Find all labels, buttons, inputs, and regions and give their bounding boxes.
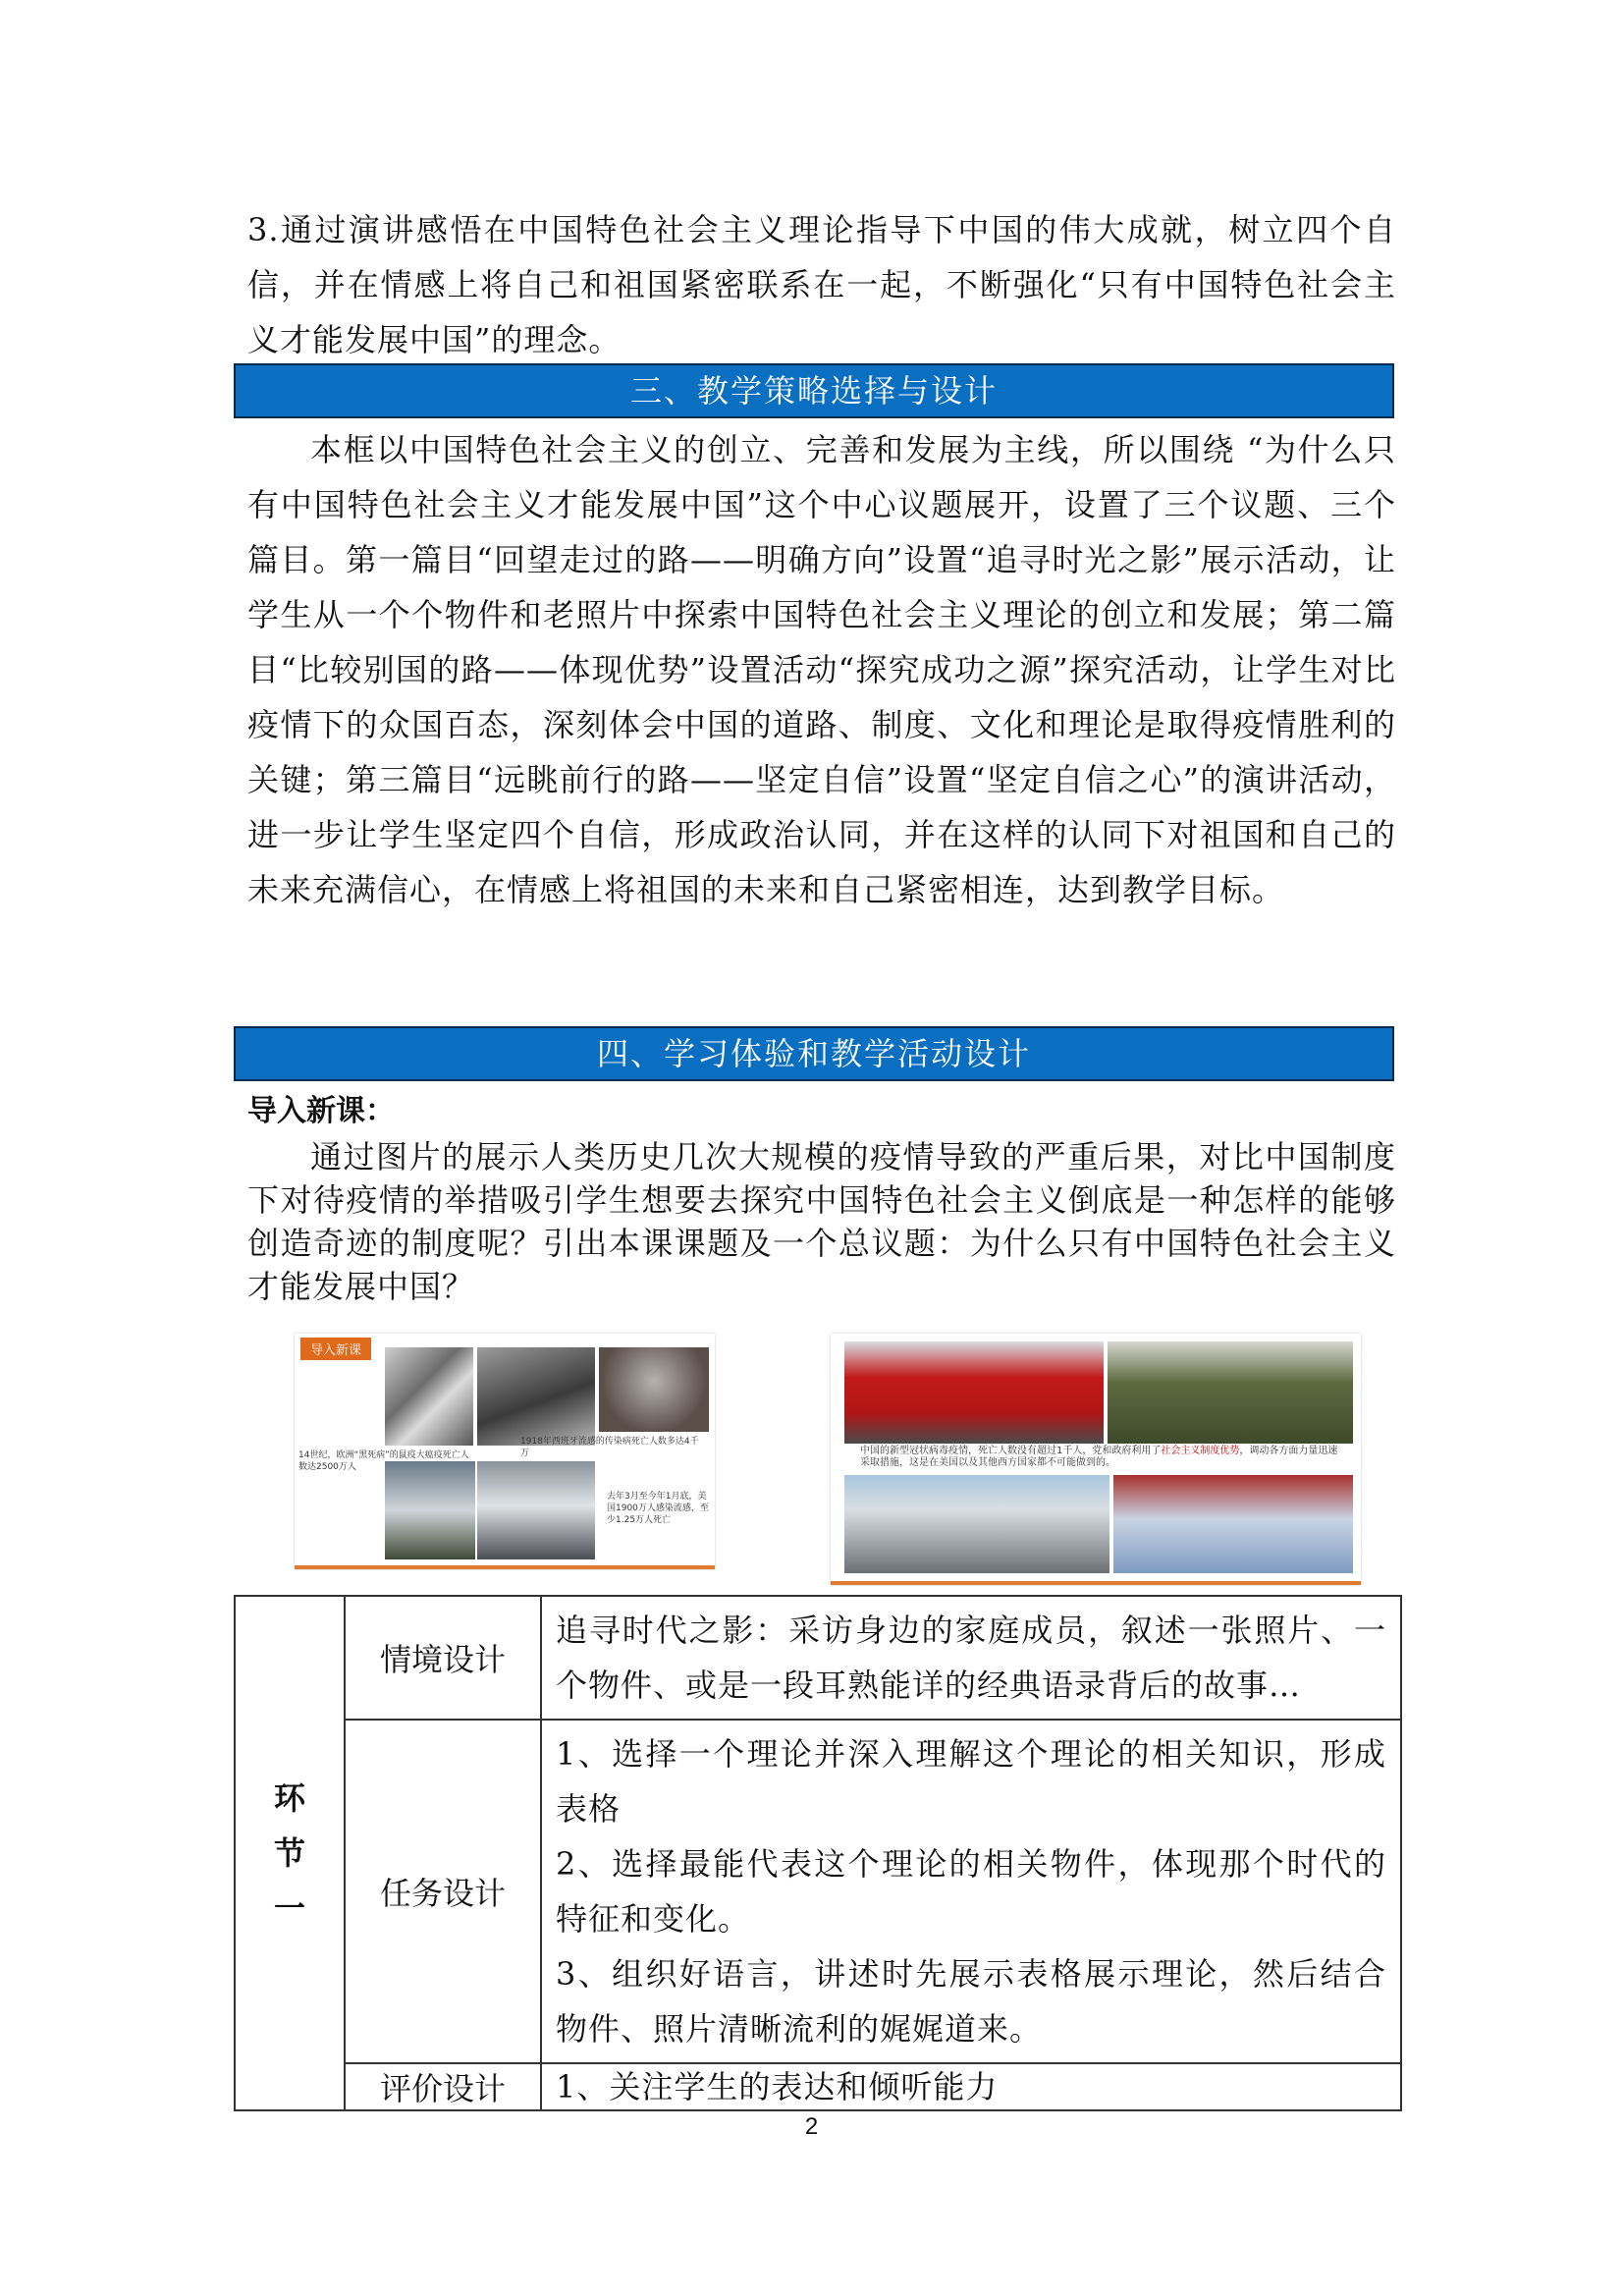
cell-line: 追寻时代之影：采访身边的家庭成员，叙述一张照片、一个物件、或是一段耳熟能详的经典语录背后的故事… bbox=[556, 1612, 1386, 1704]
cell-line: 1、关注学生的表达和倾听能力 bbox=[556, 2068, 999, 2105]
stage-label bbox=[235, 1596, 345, 2110]
caption-us-flu: 去年3月至今年1月底，美国1900万人感染流感，至少1.25万人死亡 bbox=[607, 1492, 709, 1525]
table-row bbox=[235, 2063, 1401, 2110]
slide-tag: 导入新课 bbox=[300, 1338, 371, 1360]
section-heading-strategy: 三、教学策略选择与设计 bbox=[234, 363, 1394, 418]
plague-engraving-photo bbox=[385, 1347, 473, 1446]
caption-highlight: 社会主义制度优势 bbox=[1161, 1446, 1240, 1456]
caption-china-response bbox=[860, 1446, 1341, 1469]
intro-paragraph: 通过图片的展示人类历史几次大规模的疫情导致的严重后果，对比中国制度下对待疫情的举措吸引学生想要去探究中国特色社会主义倒底是一种怎样的能够创造奇迹的制度呢？引出本课课题及一个总议题：为什么只有中国特色社会主义才能发展中国？ bbox=[247, 1138, 1396, 1305]
historical-photo bbox=[477, 1347, 595, 1446]
caption-black-death: 14世纪，欧洲“黑死病”的鼠疫大瘟疫死亡人数达2500万人 bbox=[298, 1450, 469, 1472]
situation-design-cell bbox=[541, 1596, 1401, 1720]
objective-3-text: 3.通过演讲感悟在中国特色社会主义理论指导下中国的伟大成就，树立四个自信，并在情感上将自己和祖国紧密联系在一起，不断强化“只有中国特色社会主义才能发展中国”的理念。 bbox=[247, 211, 1396, 358]
row-label-task: 任务设计 bbox=[345, 1720, 541, 2063]
evaluation-design-cell bbox=[541, 2063, 1401, 2110]
caption-spanish-flu: 1918年西班牙流感的传染病死亡人数多达4千万 bbox=[520, 1437, 699, 1458]
table-row bbox=[235, 1596, 1401, 1720]
cell-line: 2、选择最能代表这个理论的相关物件，体现那个时代的特征和变化。 bbox=[556, 1845, 1386, 1938]
medical-team-oath-photo bbox=[1113, 1475, 1353, 1573]
relief-truck-photo bbox=[844, 1341, 1104, 1444]
field-hospital-photo bbox=[844, 1475, 1109, 1573]
row-label-situation: 情境设计 bbox=[345, 1596, 541, 1720]
stage-char: 环 bbox=[273, 1779, 305, 1817]
slide-bottom-bar bbox=[295, 1565, 715, 1569]
intro-slide-history-image bbox=[295, 1334, 715, 1569]
slide-bottom-bar bbox=[831, 1581, 1361, 1585]
stage-char: 节 bbox=[273, 1834, 305, 1872]
masked-face-photo bbox=[599, 1347, 709, 1432]
section-heading-activity: 四、学习体验和教学活动设计 bbox=[234, 1026, 1394, 1081]
intro-slide-china-image bbox=[831, 1334, 1361, 1585]
intro-label: 导入新课： bbox=[247, 1094, 395, 1128]
military-medics-photo bbox=[1108, 1341, 1353, 1444]
caption-part-b: ，调动各方面力量迅速采取措施，这是在美国以及其他西方国家都不可能做到的。 bbox=[860, 1446, 1338, 1468]
table-row bbox=[235, 1720, 1401, 2063]
row-label-evaluation: 评价设计 bbox=[345, 2063, 541, 2110]
page-number: 2 bbox=[804, 2113, 819, 2140]
task-design-cell bbox=[541, 1720, 1401, 2063]
caption-part-a: 中国的新型冠状病毒疫情，死亡人数没有超过1千人，党和政府利用了 bbox=[860, 1446, 1162, 1456]
stage-label-text bbox=[270, 1771, 309, 1936]
hazmat-street-photo bbox=[385, 1461, 475, 1559]
hazmat-workers-photo bbox=[477, 1461, 595, 1559]
cell-line: 3、组织好语言，讲述时先展示表格展示理论，然后结合物件、照片清晰流利的娓娓道来。 bbox=[556, 1955, 1386, 2048]
stage-one-table bbox=[234, 1595, 1402, 2111]
strategy-paragraph: 本框以中国特色社会主义的创立、完善和发展为主线，所以围绕 “为什么只有中国特色社会主义才能发展中国”这个中心议题展开，设置了三个议题、三个篇目。第一篇目“回望走过的路——明确方向”设置“追寻时光之影”展示活动，让学生从一个个物件和老照片中探索中国特色社会主义理论的创立和发展；第二篇目“比较别国的路——体现优势”设置活动“探究成功之源”探究活动，让学生对比疫情下的众国百态，深刻体会中国的道路、制度、文化和理论是取得疫情胜利的关键；第三篇目“远眺前行的路——坚定自信”设置“坚定自信之心”的演讲活动，进一步让学生坚定四个自信，形成政治认同，并在这样的认同下对祖国和自己的未来充满信心，在情感上将祖国的未来和自己紧密相连，达到教学目标。 bbox=[247, 431, 1396, 908]
cell-line: 1、选择一个理论并深入理解这个理论的相关知识，形成表格 bbox=[556, 1735, 1386, 1828]
stage-char: 一 bbox=[273, 1889, 305, 1927]
